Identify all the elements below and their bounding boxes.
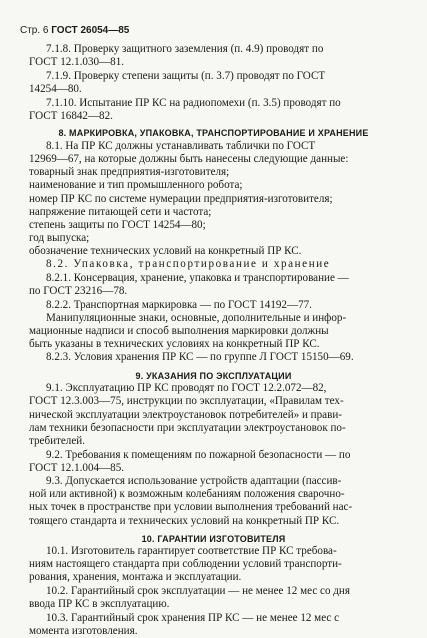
text-line: рования, хранения, монтажа и эксплуатации. [29,571,242,583]
section-heading-10: 10. ГАРАНТИИ ИЗГОТОВИТЕЛЯ [141,534,286,544]
text-line: 12969—67, на которые должны быть нанесены следующие данные: [29,153,349,165]
text-line: ГОСТ 12.1.030—81. [29,56,125,68]
text-line: ГОСТ 16842—82. [29,110,113,122]
text-line: 10.1. Изготовитель гарантирует соответствие ПР КС требова- [46,545,337,557]
text-line: лам техники безопасности при эксплуатации электроустановок по- [29,422,346,434]
gost-code: ГОСТ 26054—85 [51,25,130,36]
text-line: по ГОСТ 23216—78. [29,285,128,297]
text-line: 10.2. Гарантийный срок эксплуатации — не менее 12 мес со дня [46,585,350,597]
page-number: Стр. 6 [20,25,49,36]
text-line: ниям настоящего стандарта при соблюдении условий транспорти- [29,558,342,570]
text-line: 9.3. Допускается использование устройств адаптации (пассив- [46,475,342,487]
text-line: ной или активной) к возможным колебаниям положения сварочно- [29,488,345,500]
text-line: 7.1.8. Проверку защитного заземления (п. 4.9) проводят по [46,43,324,55]
text-line: ввода ПР КС в эксплуатацию. [29,598,170,610]
text-line: степень защиты по ГОСТ 14254—80; [29,219,206,231]
text-line: 7.1.10. Испытание ПР КС на радиопомехи (п. 3.5) проводят по [46,97,341,109]
text-line: нической эксплуатации электроустановок потребителей» и прави- [29,409,342,421]
text-line: год выпуска; [29,232,90,244]
section-heading-9: 9. УКАЗАНИЯ ПО ЭКСПЛУАТАЦИИ [135,371,292,381]
text-line: 14254—80. [29,83,82,95]
text-line: 7.1.9. Проверку степени защиты (п. 3.7) проводят по ГОСТ [46,70,326,82]
text-line: быть указаны в технических условиях на конкретный ПР КС. [29,338,320,350]
text-line: Манипуляционные знаки, основные, дополнительные и инфор- [46,312,347,324]
text-line: ГОСТ 12.3.003—75, инструкции по эксплуатации, «Правилам тех- [29,395,344,407]
text-line: 8.2. Упаковка, транспортирование и хранение [46,258,331,270]
text-line: 8.2.2. Транспортная маркировка — по ГОСТ 14192—77. [46,299,312,311]
text-line: номер ПР КС по системе нумерации предприятия-изготовителя; [29,193,333,205]
text-line: 8.2.1. Консервация, хранение, упаковка и транспортирование — [46,272,349,284]
text-line: ГОСТ 12.1.004—85. [29,462,125,474]
text-line: момента изготовления. [29,625,138,637]
text-line: 9.1. Эксплуатацию ПР КС проводят по ГОСТ 12.2.072—82, [46,382,327,394]
section-heading-8: 8. МАРКИРОВКА, УПАКОВКА, ТРАНСПОРТИРОВАНИЕ И ХРАНЕНИЕ [58,128,369,138]
text-line: ных точек в пространстве при условии выполнения требований нас- [29,501,353,513]
text-line: наименование и тип промышленного робота; [29,179,243,191]
text-line: напряжение питающей сети и частота; [29,206,212,218]
text-line: 8.2.3. Условия хранения ПР КС — по группе Л ГОСТ 15150—69. [46,351,354,363]
text-line: тоящего стандарта и технических условий на конкретный ПР КС. [29,515,340,527]
text-line: обозначение технических условий на конкретный ПР КС. [29,245,302,257]
text-line: 8.1. На ПР КС должны устанавливать таблички по ГОСТ [46,140,316,152]
text-line: товарный знак предприятия-изготовителя; [29,166,230,178]
text-line: мационные надписи и способ выполнения маркировки должны [29,325,329,337]
text-line: 9.2. Требования к помещениям по пожарной безопасности — по [46,449,351,461]
text-line: требителей. [29,435,85,447]
text-line: 10.3. Гарантийный срок хранения ПР КС — не менее 12 мес с [46,612,340,624]
page-header [20,25,129,36]
